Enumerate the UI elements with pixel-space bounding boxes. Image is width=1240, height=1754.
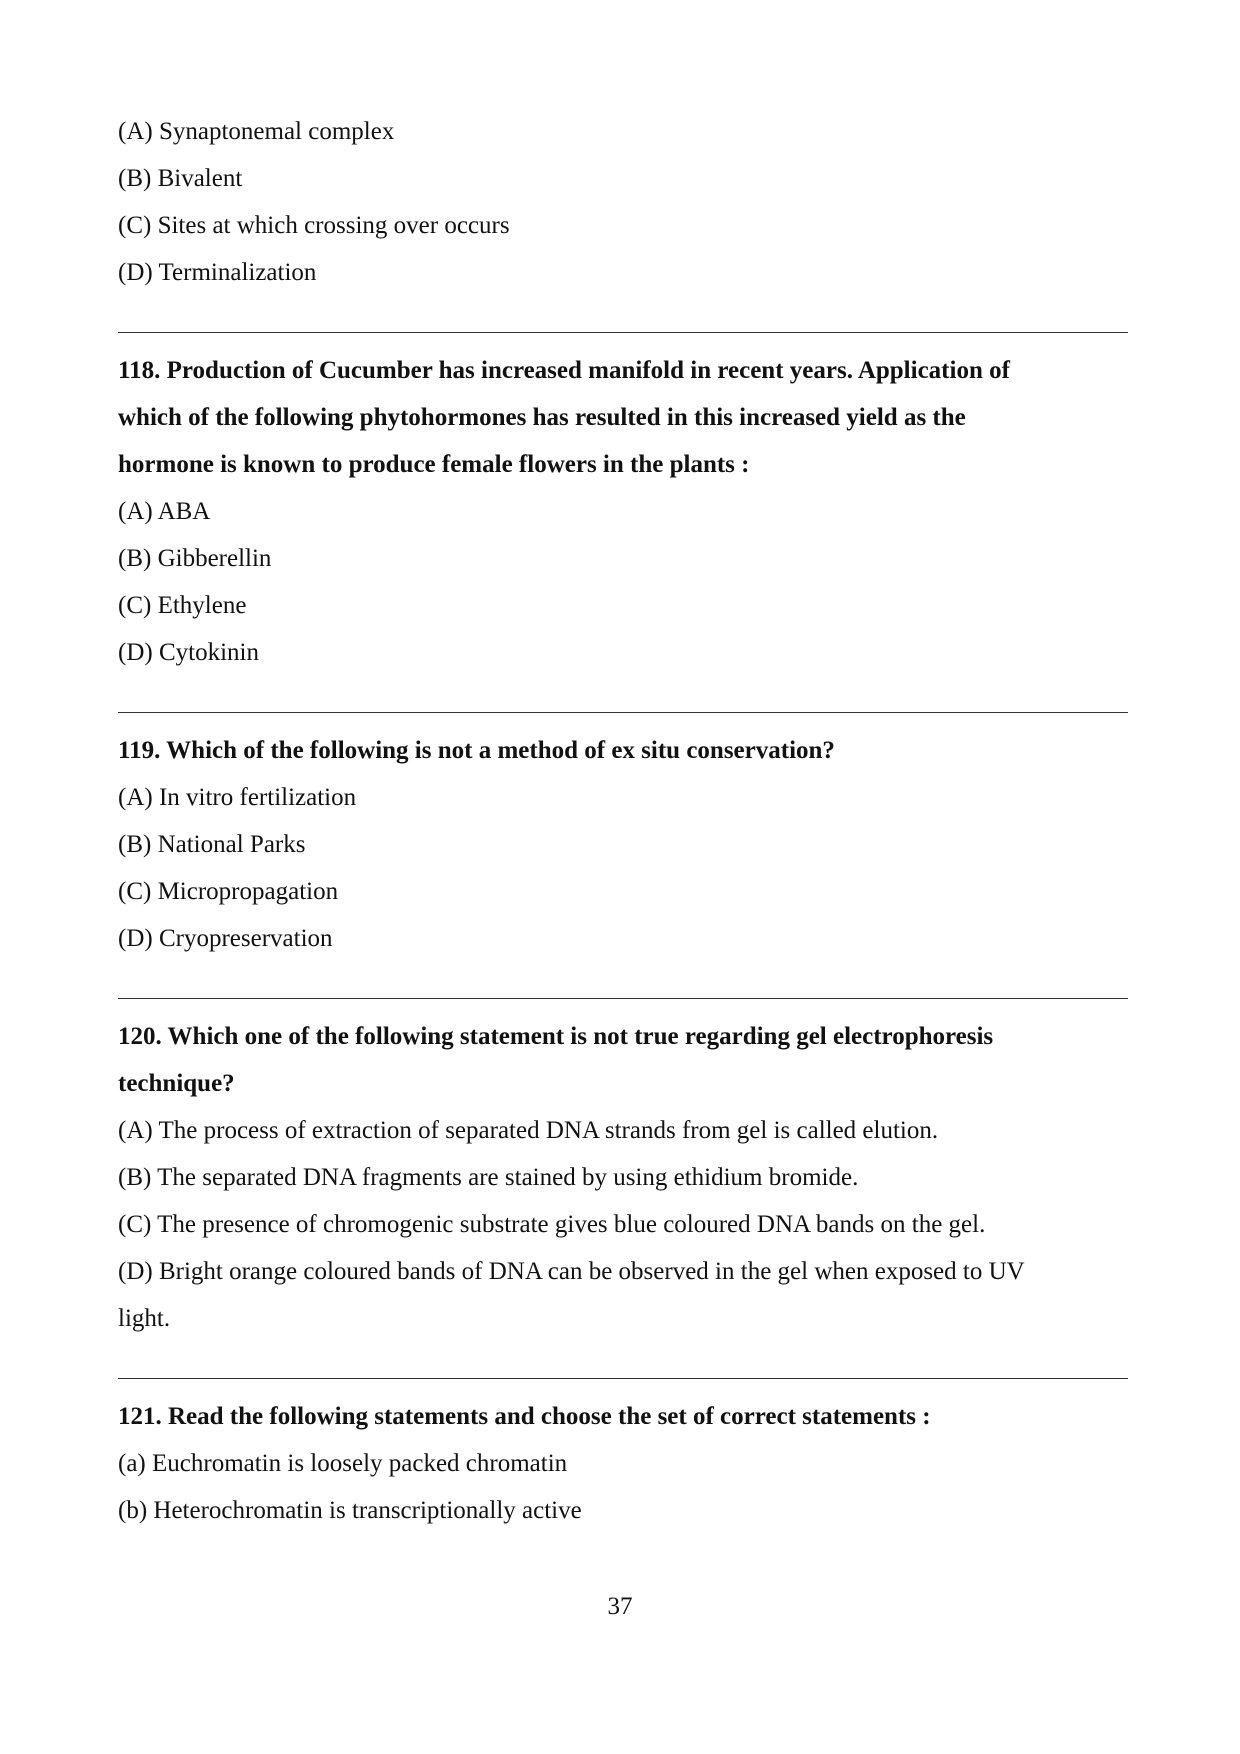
option-line: (B) Gibberellin	[118, 545, 272, 572]
question-119	[118, 727, 1128, 962]
statement-line: (b) Heterochromatin is transcriptionally active	[118, 1497, 582, 1524]
exam-page-content	[118, 108, 1128, 1534]
option-line: (C) Sites at which crossing over occurs	[118, 212, 510, 239]
question-118	[118, 347, 1128, 676]
option-line: light.	[118, 1305, 171, 1332]
question-text-line: 120. Which one of the following statement is not true regarding gel electrophoresis	[118, 1023, 994, 1050]
question-text-line: which of the following phytohormones has resulted in this increased yield as the	[118, 404, 966, 431]
statement-line: (a) Euchromatin is loosely packed chromatin	[118, 1450, 568, 1477]
question-121	[118, 1393, 1128, 1534]
page-number: 37	[607, 1593, 633, 1620]
option-line: (A) Synaptonemal complex	[118, 118, 395, 145]
question-divider	[118, 1378, 1128, 1379]
question-text-line: 119. Which of the following is not a method of ex situ conservation?	[118, 737, 835, 764]
option-line: (A) In vitro fertilization	[118, 784, 357, 811]
question-divider	[118, 332, 1128, 333]
option-line: (D) Cryopreservation	[118, 925, 333, 952]
option-line: (D) Bright orange coloured bands of DNA can be observed in the gel when exposed to UV	[118, 1258, 1025, 1285]
question-divider	[118, 998, 1128, 999]
option-line: (A) The process of extraction of separated DNA strands from gel is called elution.	[118, 1117, 939, 1144]
option-line: (C) The presence of chromogenic substrate gives blue coloured DNA bands on the gel.	[118, 1211, 986, 1238]
question-text-line: hormone is known to produce female flowers in the plants :	[118, 451, 750, 478]
question-text-line: 118. Production of Cucumber has increased manifold in recent years. Application of	[118, 357, 1010, 384]
option-line: (D) Cytokinin	[118, 639, 259, 666]
option-line: (A) ABA	[118, 498, 211, 525]
option-line: (C) Ethylene	[118, 592, 247, 619]
question-text-line: technique?	[118, 1070, 235, 1097]
option-line: (B) The separated DNA fragments are stained by using ethidium bromide.	[118, 1164, 859, 1191]
question-117-options	[118, 108, 1128, 296]
question-text-line: 121. Read the following statements and choose the set of correct statements :	[118, 1403, 931, 1430]
option-line: (D) Terminalization	[118, 259, 317, 286]
option-line: (B) National Parks	[118, 831, 306, 858]
question-divider	[118, 712, 1128, 713]
question-120	[118, 1013, 1128, 1342]
option-line: (B) Bivalent	[118, 165, 243, 192]
option-line: (C) Micropropagation	[118, 878, 339, 905]
